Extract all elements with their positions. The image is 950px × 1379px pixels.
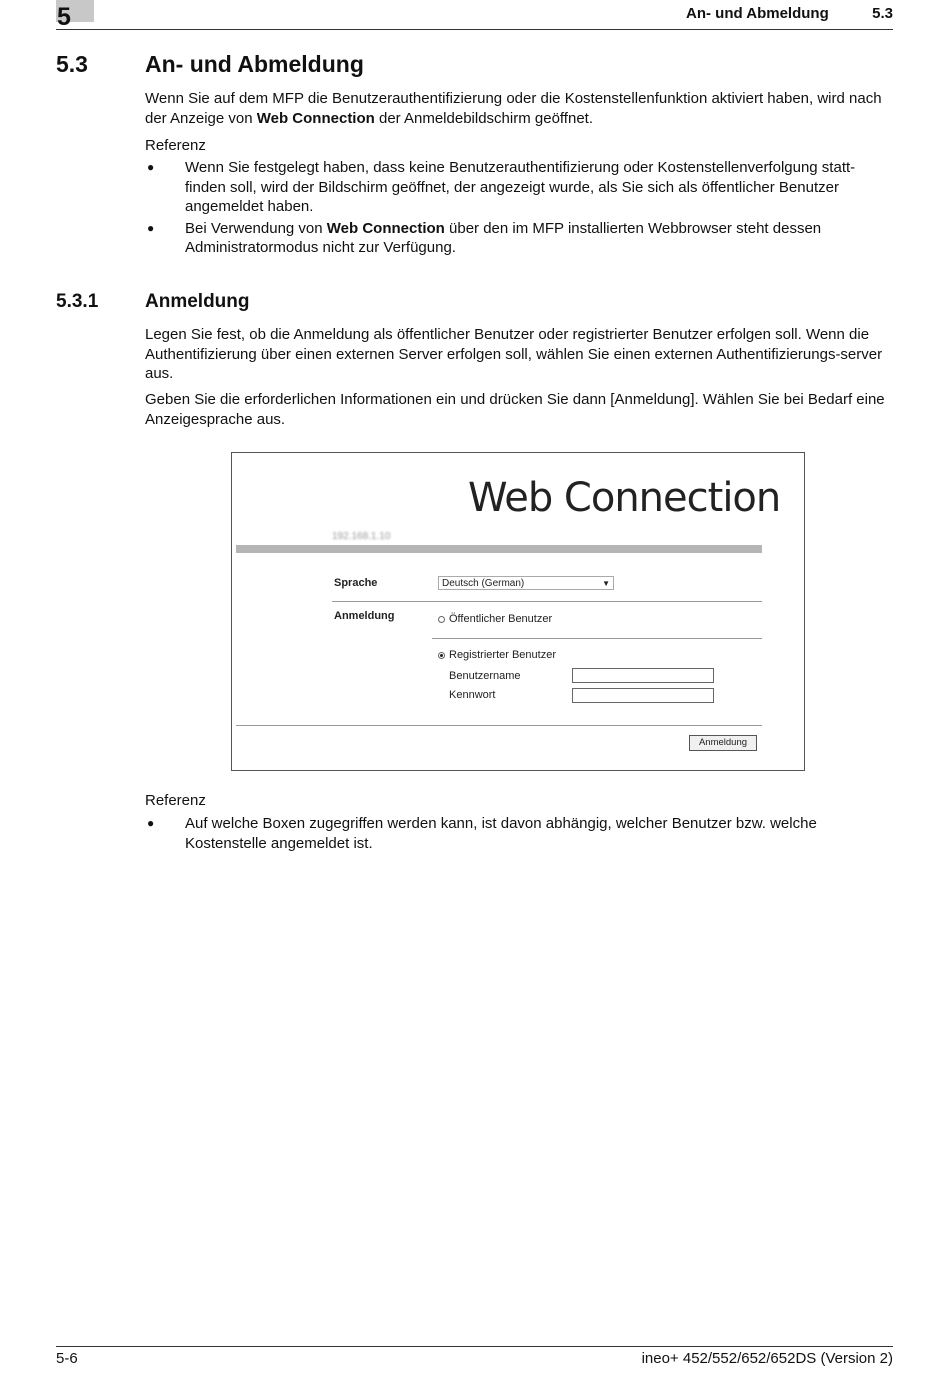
divider [332,601,762,602]
title-bar [236,545,762,553]
chapter-number: 5 [57,3,71,31]
section-title: An- und Abmeldung [145,51,364,77]
bullet-icon: ● [147,220,155,235]
reference-label: Referenz [145,792,206,809]
login-button[interactable]: Anmeldung [689,735,757,751]
public-user-radio[interactable] [438,613,552,625]
public-user-label: Öffentlicher Benutzer [449,613,553,625]
login-screenshot [231,452,805,771]
section-number: 5.3 [56,51,88,77]
list-item: ● Bei Verwendung von Web Connection über den im MFP installierten Webbrowser steht dessen Administratormodus nicht zur Verfügung. [147,219,822,256]
radio-off-icon [438,616,445,623]
subsection-number: 5.3.1 [56,291,99,312]
ip-address: 192.168.1.10 [332,531,391,542]
language-select-value: Deutsch (German) [442,578,525,589]
language-label: Sprache [334,577,378,589]
radio-on-icon [438,652,445,659]
language-select[interactable] [438,576,614,590]
bullet-icon: ● [147,160,155,174]
subsection-paragraph-2: Geben Sie die erforderlichen Informationen ein und drücken Sie dann [Anmeldung]. Wählen Sie bei Bedarf eine Anzeigesprache aus. [145,391,885,428]
login-label: Anmeldung [334,610,395,622]
header-section-number: 5.3 [872,5,893,22]
chevron-down-icon: ▼ [602,579,610,588]
subsection-title: Anmeldung [145,291,250,312]
username-label: Benutzername [449,670,521,682]
reference-label: Referenz [145,137,206,154]
divider [236,725,762,726]
section-intro: Wenn Sie auf dem MFP die Benutzerauthentifizierung oder die Kostenstellenfunktion aktiviert haben, wird nach der Anzeige von Web Connection der Anmeldebildschirm geöffnet. [145,90,882,127]
bullet-icon: ● [147,816,155,830]
reference-list [145,814,895,855]
header-title: An- und Abmeldung [686,5,829,22]
subsection-paragraph-1: Legen Sie fest, ob die Anmeldung als öffentlicher Benutzer oder registrierter Benutzer erfolgen soll. Wenn die Authentifizierung über einen externen Server erfolgen soll, wählen Sie einen externen Authentifizierungs-server aus. [145,326,883,382]
footer-divider [56,1346,893,1347]
page-number: 5-6 [56,1350,78,1367]
registered-user-radio[interactable] [438,649,556,661]
web-connection-logo: Web Connection [468,475,781,521]
reference-list [145,158,895,260]
password-label: Kennwort [449,689,496,701]
username-field[interactable] [572,668,714,683]
header-divider [56,29,893,30]
list-item: ● Auf welche Boxen zugegriffen werden kann, ist davon abhängig, welcher Benutzer bzw. welche Kostenstelle angemeldet ist. [147,815,817,852]
password-field[interactable] [572,688,714,703]
registered-user-label: Registrierter Benutzer [449,649,556,661]
list-item: ● Wenn Sie festgelegt haben, dass keine Benutzerauthentifizierung oder Kostenstellenverfolgung statt-finden soll, wird der Bildschirm geöffnet, der angezeigt wurde, als Sie sich als öffentlicher Benutzer angemeldet haben. [147,159,856,215]
divider [432,638,762,639]
product-name: ineo+ 452/552/652/652DS (Version 2) [641,1350,893,1367]
